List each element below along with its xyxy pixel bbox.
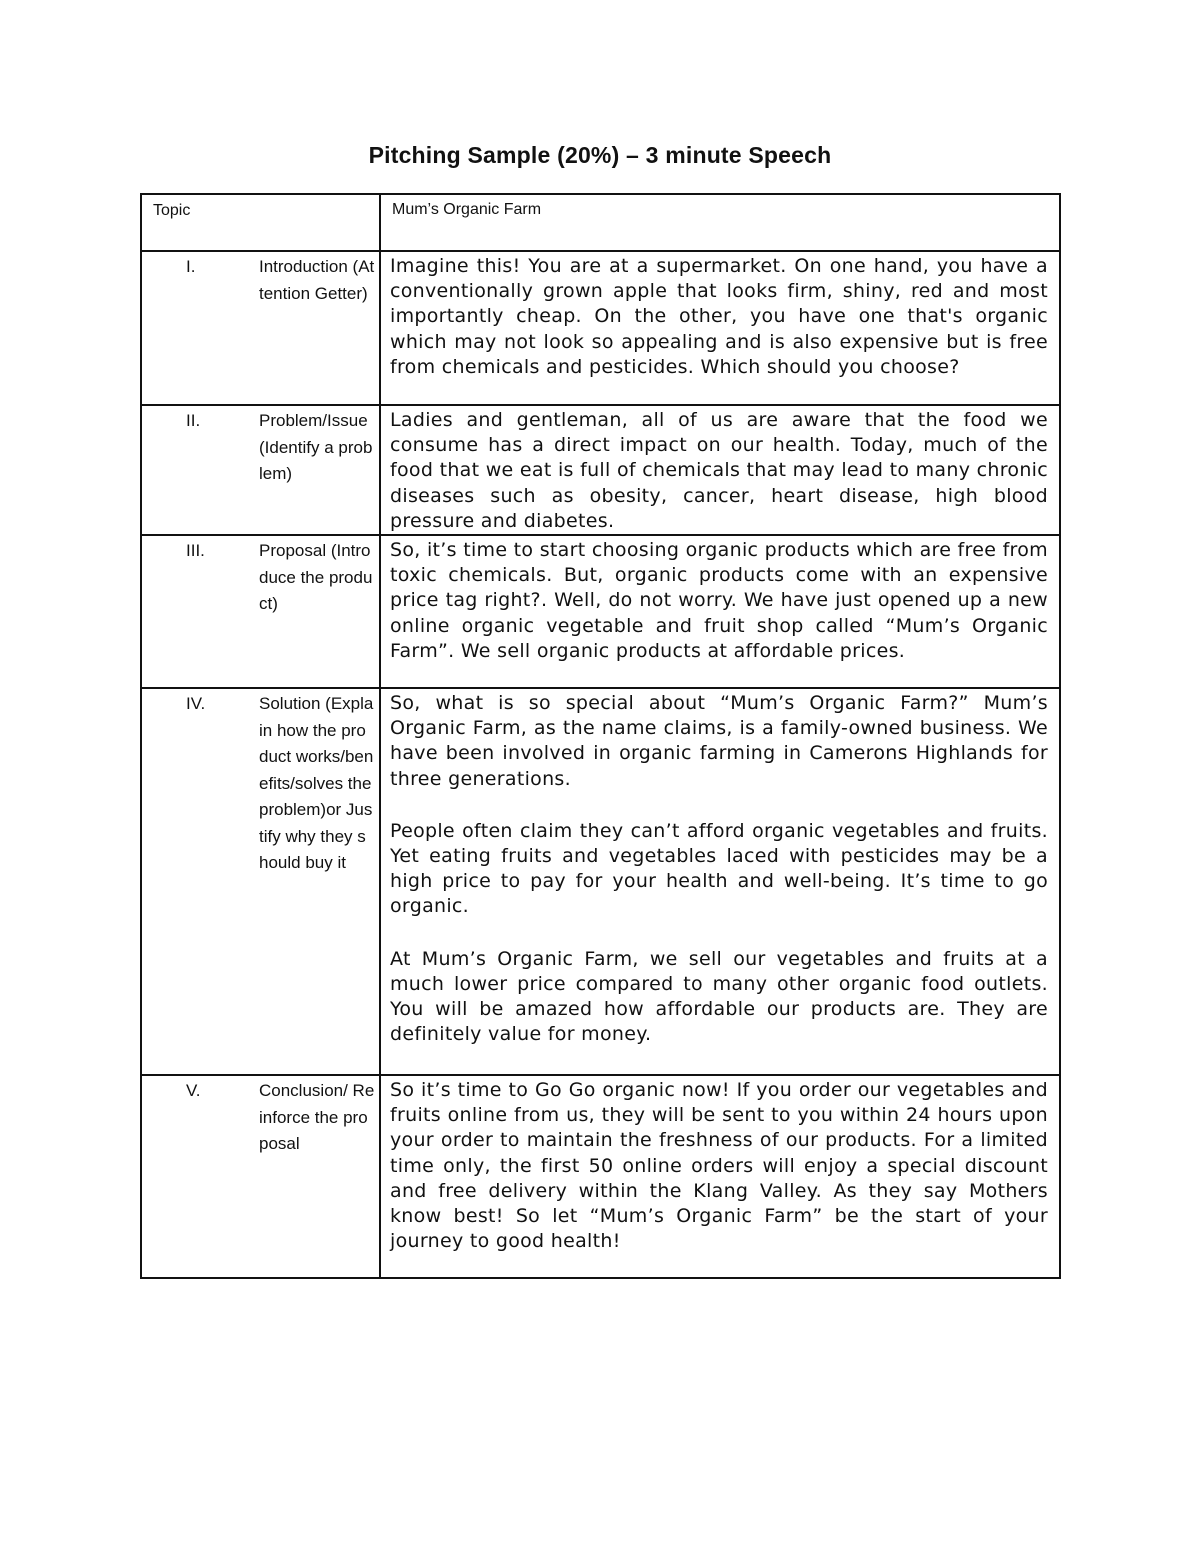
section-speech-cell	[380, 688, 1060, 1075]
section-label: Solution (Explain how the product works/benefits/solves the problem)or Justify why they should buy it	[259, 694, 374, 873]
section-label: Introduction (Attention Getter)	[259, 257, 375, 303]
speech-paragraph: People often claim they can’t afford organic vegetables and fruits. Yet eating fruits and vegetables laced with pesticides may be a high price to pay for your health and well-being. It’s time to go organic.	[390, 819, 1048, 918]
topic-label: Topic	[153, 202, 191, 219]
topic-value-cell	[380, 194, 1060, 251]
table-row-topic	[141, 194, 1060, 251]
section-speech-cell	[380, 405, 1060, 535]
speech-paragraph: So, it’s time to start choosing organic products which are free from toxic chemicals. But, organic products come with an expensive price tag right?. Well, do not worry. We have just opened up a new online organic vegetable and fruit shop called “Mum’s Organic Farm”. We sell organic products at affordable prices.	[390, 539, 1048, 662]
speech-outline-table	[140, 193, 1061, 1279]
section-label: Conclusion/ Reinforce the proposal	[259, 1081, 375, 1154]
table-row-problem	[141, 405, 1060, 535]
section-numeral: I.	[186, 257, 196, 276]
section-numeral: V.	[186, 1081, 201, 1101]
speech-paragraph: At Mum’s Organic Farm, we sell our vegetables and fruits at a much lower price compared to many other organic food outlets. You will be amazed how affordable our products are. They are definitely value for money.	[390, 947, 1048, 1046]
speech-paragraph: So it’s time to Go Go organic now! If you order our vegetables and fruits online from us, they will be sent to you within 24 hours upon your order to maintain the freshness of our products. For a limited time only, the first 50 online orders will enjoy a special discount and free delivery within the Klang Valley. As they say Mothers know best! So let “Mum’s Organic Farm” be the start of your journey to good health!	[390, 1079, 1048, 1253]
section-label: Proposal (Introduce the product)	[259, 541, 373, 614]
section-numeral: III.	[186, 541, 205, 561]
section-label-cell	[141, 1075, 380, 1278]
table-row-conclusion	[141, 1075, 1060, 1278]
section-numeral: IV.	[186, 694, 206, 714]
section-speech-cell	[380, 535, 1060, 688]
page-title: Pitching Sample (20%) – 3 minute Speech	[368, 142, 832, 168]
section-label-cell	[141, 405, 380, 535]
section-numeral: II.	[186, 411, 201, 430]
section-label-cell	[141, 251, 380, 405]
topic-value: Mum’s Organic Farm	[392, 201, 542, 218]
speech-paragraph: So, what is so special about “Mum’s Organic Farm?” Mum’s Organic Farm, as the name claims, is a family-owned business. We have been involved in organic farming in Camerons Highlands for three generations.	[390, 692, 1048, 790]
section-speech-cell	[380, 1075, 1060, 1278]
speech-paragraph: Ladies and gentleman, all of us are aware that the food we consume has a direct impact on our health. Today, much of the food that we eat is full of chemicals that may lead to many chronic diseases such as obesity, cancer, heart disease, high blood pressure and diabetes.	[390, 409, 1048, 532]
table-row-introduction	[141, 251, 1060, 405]
table-row-proposal	[141, 535, 1060, 688]
section-label: Problem/Issue (Identify a problem)	[259, 411, 373, 483]
section-label-cell	[141, 535, 380, 688]
table-row-solution	[141, 688, 1060, 1075]
section-label-cell	[141, 688, 380, 1075]
speech-paragraph: Imagine this! You are at a supermarket. On one hand, you have a conventionally grown apple that looks firm, shiny, red and most importantly cheap. On the other, you have one that's organic which may not look so appealing and is also expensive but is free from chemicals and pesticides. Which should you choose?	[390, 255, 1048, 378]
topic-label-cell	[141, 194, 380, 251]
section-speech-cell	[380, 251, 1060, 405]
